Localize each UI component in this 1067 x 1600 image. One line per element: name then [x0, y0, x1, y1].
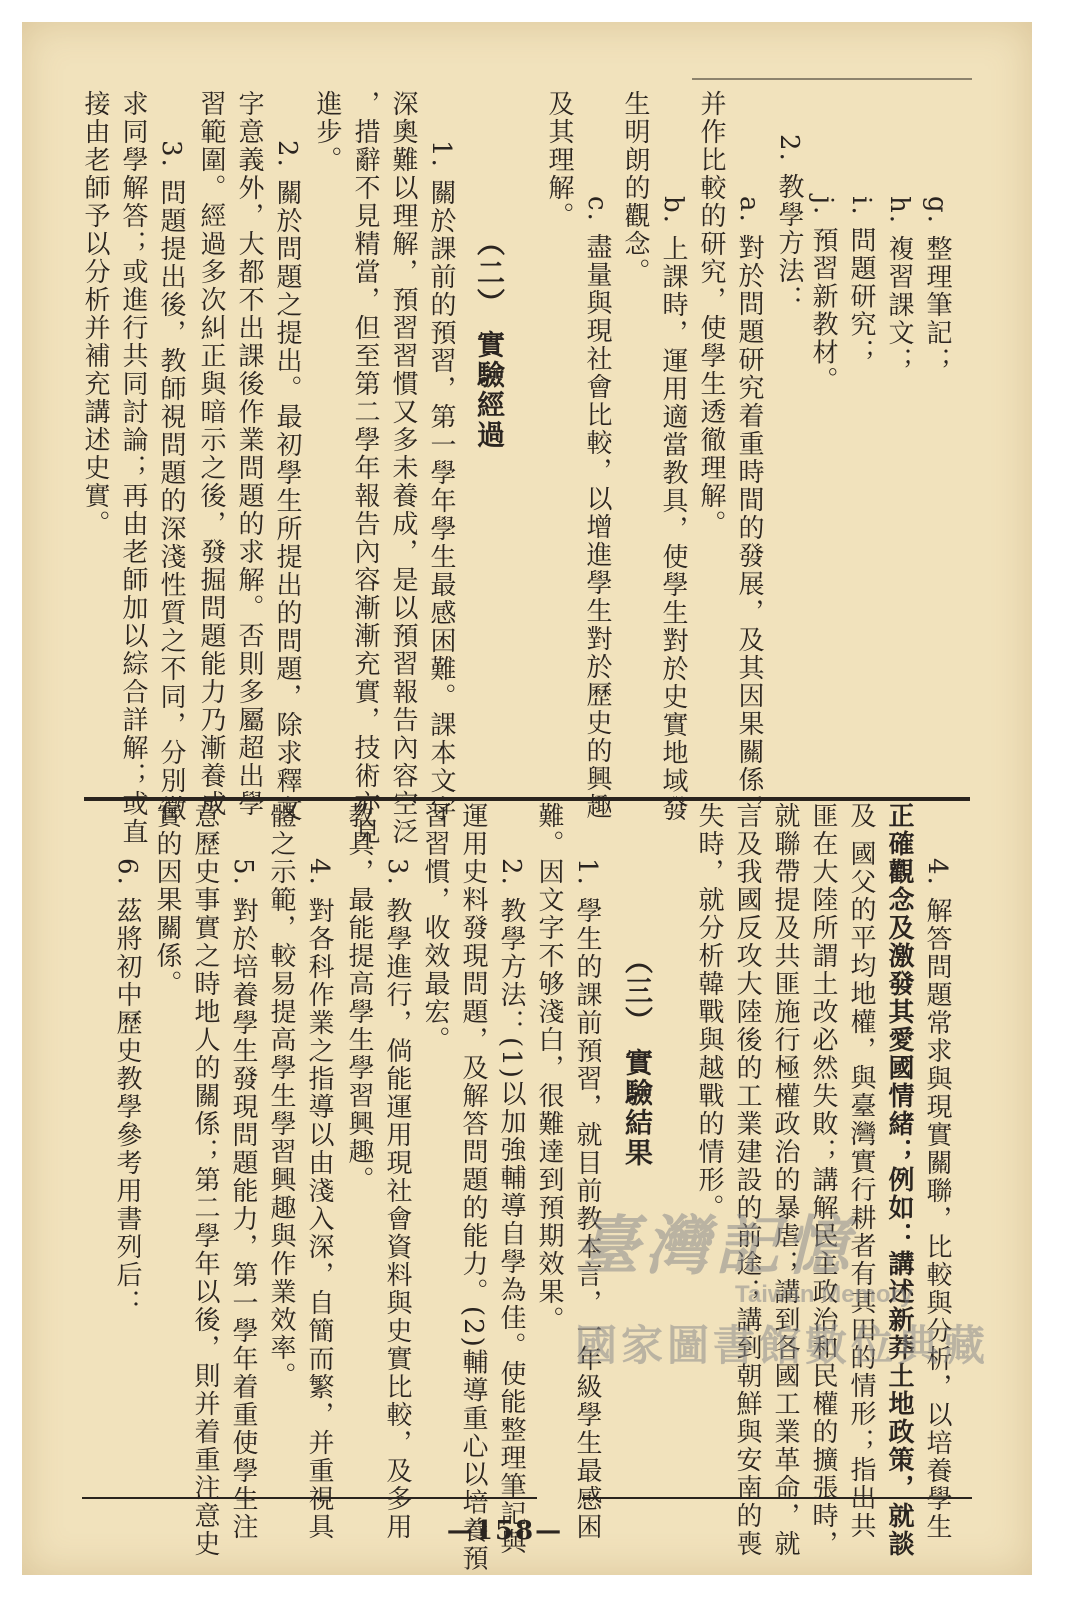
- res-5: 5. 對於培養學生發現問題能力，第一學年着重使學生注: [228, 858, 258, 1542]
- exp-3: 3. 問題提出後，教師視問題的深淺性質之不同，分別徵: [156, 140, 186, 824]
- exp-1-cont2: ，措辭不見精當，但至第二學年報告內容漸漸充實，技術亦見: [350, 90, 380, 846]
- section-3-heading: （三） 實驗結果: [621, 946, 654, 1168]
- method-a: a. 對於問題研究着重時間的發展，及其因果關係，: [734, 196, 764, 823]
- res-1-cont: 難。因文字不够淺白，很難達到預期效果。: [534, 802, 564, 1334]
- res-3-cont: 教具，最能提高學生學習興趣。: [344, 802, 374, 1194]
- exp-2: 2. 關於問題之提出。最初學生所提出的問題，除求釋文: [272, 140, 302, 824]
- exp-4-cont3: 匪在大陸所謂土改必然失敗；講解民主政治和民權的擴張時，: [808, 802, 838, 1558]
- exp-2-cont1: 字意義外，大都不出課後作業問題的求解。否則多屬超出學: [234, 90, 264, 818]
- res-6: 6. 茲將初中歷史教學參考用書列后：: [112, 858, 142, 1318]
- method-a-cont: 并作比較的研究，使學生透徹理解。: [696, 90, 726, 538]
- item-g: g. 整理筆記；: [922, 196, 952, 376]
- exp-4-cont2: 及 國父的平均地權，與臺灣實行耕者有其田的情形；指出共: [846, 802, 876, 1541]
- top-faint-rule: [692, 78, 972, 80]
- method-c: c. 盡量與現社會比較，以增進學生對於歷史的興趣: [582, 196, 612, 822]
- page-number: —158—: [446, 1516, 564, 1546]
- res-3: 3. 教學進行，倘能運用現社會資料與史實比較，及多用: [382, 858, 412, 1542]
- exp-4-cont1: 正確觀念及激發其愛國情緒；例如：講述新莽土地政策，就談: [884, 802, 914, 1558]
- method-b: b. 上課時，運用適當教具，使學生對於史實地域發: [658, 196, 688, 824]
- res-2-cont2: 習習慣，收效最宏。: [420, 802, 450, 1054]
- exp-3-cont2: 接由老師予以分析并補充講述史實。: [80, 90, 110, 538]
- exp-4: 4. 解答問題常求與現實關聯，比較與分析，以培養學生: [922, 858, 952, 1542]
- watermark-main: 臺灣記憶: [575, 1209, 855, 1284]
- watermark: [575, 1195, 995, 1373]
- item-i: i. 問題研究；: [846, 196, 876, 367]
- exp-2-cont2: 習範圍。經過多次糾正與暗示之後，發掘問題能力乃漸養成: [196, 90, 226, 818]
- res-2: 2. 教學方法：(1)以加強輔導自學為佳。使能整理筆記與: [496, 858, 526, 1556]
- exp-4-cont5: 言及我國反攻大陸後的工業建設的前途；講到朝鮮與安南的喪: [732, 802, 762, 1558]
- exp-1: 1. 關於課前的預習，第一學年學生最感困難。課本文字: [426, 140, 456, 824]
- exp-1-cont3: 進步。: [312, 90, 342, 174]
- watermark-sub: 國家圖書館數位典藏: [575, 1321, 990, 1370]
- res-5-cont1: 意歷史事實之時地人的關係；第二學年以後，則并着重注意史: [190, 802, 220, 1558]
- item-j: j. 預習新教材。: [808, 196, 838, 395]
- res-1: 1. 學生的課前預習，就目前教本言，一年級學生最感困: [572, 858, 602, 1542]
- watermark-english: Taiwan Memory: [735, 1281, 914, 1308]
- exp-4-cont4: 就聯帶提及共匪施行極權政治的暴虐；講到各國工業革命，就: [770, 802, 800, 1558]
- res-4: 4. 對各科作業之指導以由淺入深，自簡而繁，并重視具: [304, 858, 334, 1542]
- item-h: h. 複習課文；: [884, 196, 914, 376]
- res-2-cont1: 運用史料發現問題，及解答問題的能力。(2)輔導重心以培養預: [458, 802, 488, 1573]
- exp-3-cont1: 求同學解答；或進行共同討論；再由老師加以綜合詳解；或直: [118, 90, 148, 846]
- exp-1-cont1: 深奧難以理解，預習習慣又多未養成，是以預習報告內容空泛: [388, 90, 418, 846]
- method-b-cont: 生明朗的觀念。: [620, 90, 650, 286]
- exp-4-cont6: 失時，就分析韓戰與越戰的情形。: [694, 802, 724, 1222]
- method-heading: 2. 教學方法：: [774, 134, 804, 314]
- res-4-cont: 體之示範，較易提高學生學習興趣與作業效率。: [266, 802, 296, 1390]
- method-c-cont: 及其理解。: [544, 90, 574, 230]
- section-2-heading: （二） 實驗經過: [473, 228, 506, 450]
- res-5-cont2: 實的因果關係。: [152, 802, 182, 998]
